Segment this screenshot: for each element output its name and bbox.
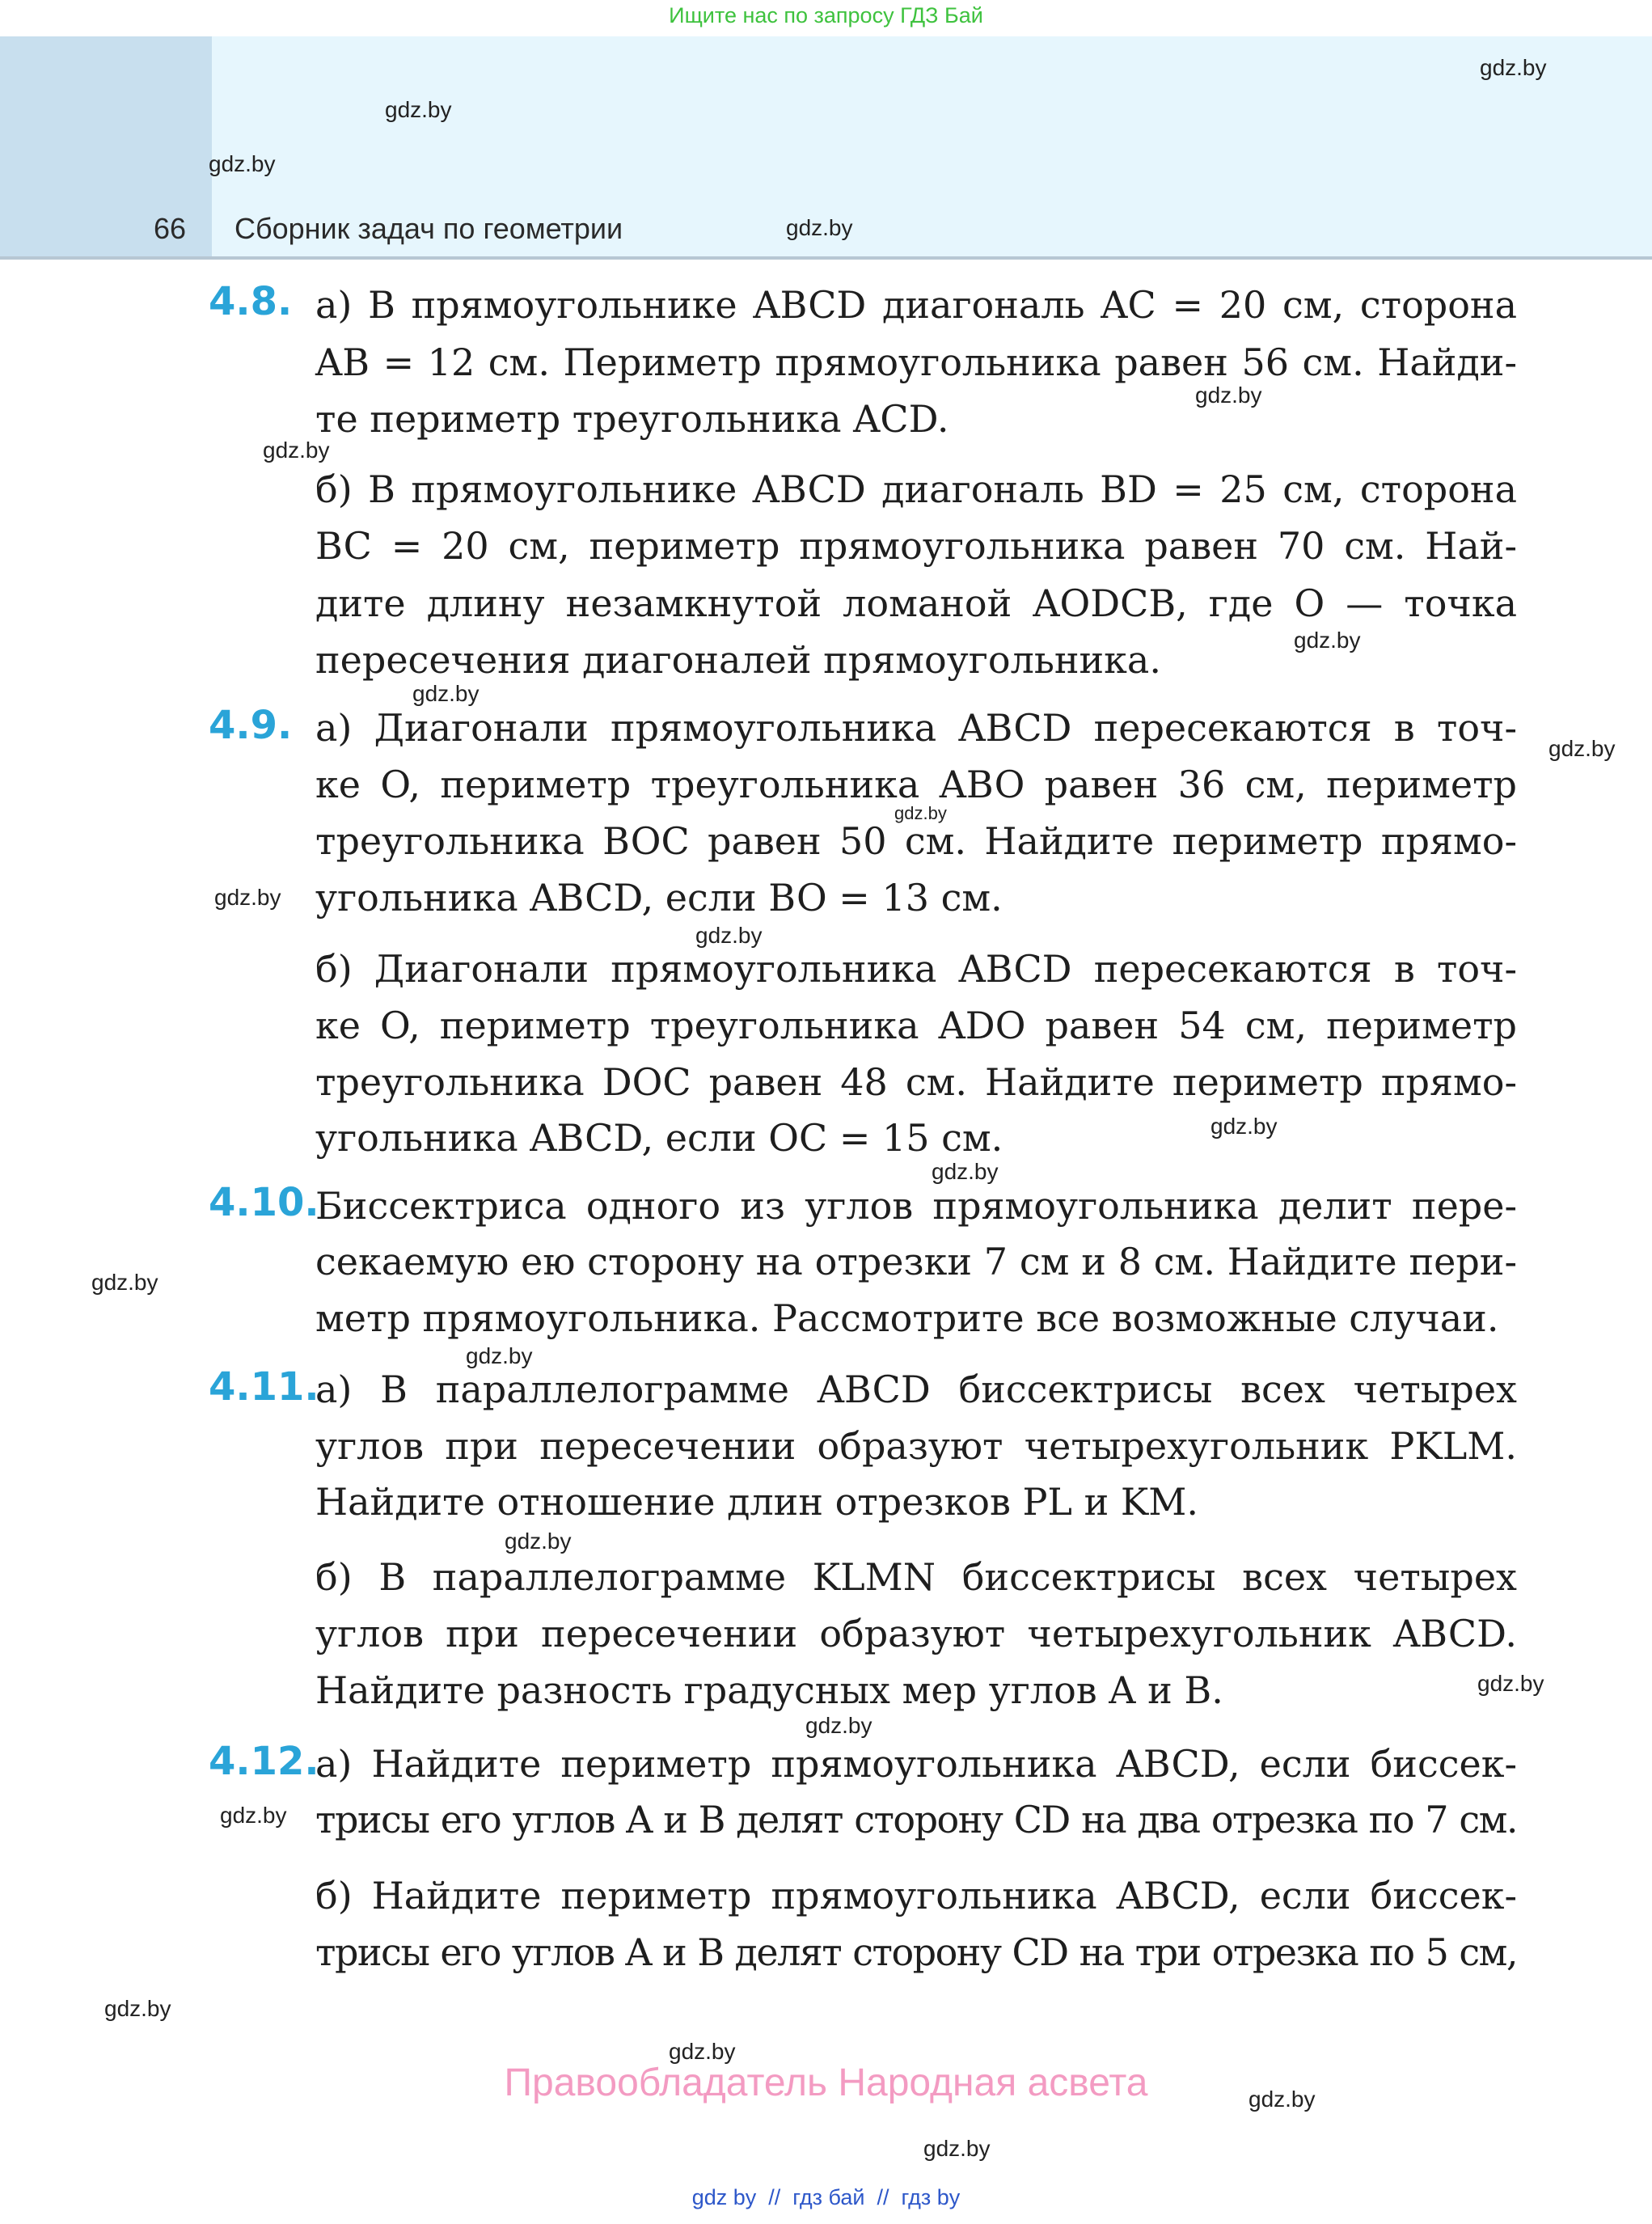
text-line: б) В параллелограмме KLMN биссектрисы всех четырех xyxy=(315,1555,1517,1599)
text-line: трисы его углов A и B делят сторону CD на три отрезка по 5 см, xyxy=(315,1930,1517,1974)
text-line: метр прямоугольника. Рассмотрите все возможные случаи. xyxy=(315,1296,1499,1340)
text-line: ке O, периметр треугольника ABO равен 36 см, периметр xyxy=(315,763,1517,806)
text-line: дите длину незамкнутой ломаной AODCB, где O — точка xyxy=(315,581,1517,625)
watermark: gdz.by xyxy=(695,923,763,948)
watermark: gdz.by xyxy=(209,151,276,176)
watermark: gdz.by xyxy=(412,681,480,706)
text-line: б) В прямоугольнике ABCD диагональ BD = 25 см, сторона xyxy=(315,467,1517,511)
text-line: трисы его углов A и B делят сторону CD на два отрезка по 7 см. xyxy=(315,1798,1517,1841)
text-line: б) Найдите периметр прямоугольника ABCD, если биссек- xyxy=(315,1874,1517,1917)
text-line: AB = 12 см. Периметр прямоугольника равен 56 см. Найди- xyxy=(315,340,1517,384)
text-line: треугольника BOC равен 50 см. Найдите периметр прямо- xyxy=(315,819,1517,863)
rights-holder-notice: Правообладатель Народная асвета xyxy=(504,2061,1148,2104)
watermark: gdz.by xyxy=(214,885,281,910)
text-line: углов при пересечении образуют четырехугольник PKLM. xyxy=(315,1424,1517,1468)
text-line: Биссектриса одного из углов прямоугольника делит пере- xyxy=(315,1184,1517,1228)
text-line: Найдите отношение длин отрезков PL и KM. xyxy=(315,1480,1198,1524)
watermark: gdz.by xyxy=(466,1343,533,1368)
text-line: ке O, периметр треугольника ADO равен 54 см, периметр xyxy=(315,1004,1517,1047)
problem-number: 4.9. xyxy=(209,703,293,748)
problem-number: 4.11. xyxy=(209,1364,319,1410)
text-line: Найдите разность градусных мер углов A и B. xyxy=(315,1668,1223,1712)
watermark: gdz.by xyxy=(220,1803,287,1828)
watermark: gdz.by xyxy=(385,97,452,122)
watermark: gdz.by xyxy=(786,215,853,240)
watermark: gdz.by xyxy=(805,1713,872,1738)
watermark: gdz.by xyxy=(669,2039,736,2064)
watermark: gdz.by xyxy=(923,2136,991,2161)
top-banner[interactable]: Ищите нас по запросу ГДЗ Бай xyxy=(669,3,983,27)
text-line: пересечения диагоналей прямоугольника. xyxy=(315,638,1161,682)
page-number: 66 xyxy=(154,212,187,245)
text-line: секаемую ею сторону на отрезки 7 см и 8 см. Найдите пери- xyxy=(315,1240,1517,1283)
watermark: gdz.by xyxy=(1548,736,1616,761)
watermark: gdz.by xyxy=(505,1528,572,1554)
watermark: gdz.by xyxy=(1210,1114,1278,1139)
problem-number: 4.12. xyxy=(209,1739,319,1784)
header-divider xyxy=(0,256,1652,260)
text-line: а) Найдите периметр прямоугольника ABCD, если биссек- xyxy=(315,1742,1517,1786)
footer-links[interactable]: gdz by // гдз бай // гдз by xyxy=(691,2185,961,2209)
running-title: Сборник задач по геометрии xyxy=(234,212,623,245)
watermark: gdz.by xyxy=(1249,2087,1316,2112)
text-line: угольника ABCD, если BO = 13 см. xyxy=(315,876,1003,920)
watermark: gdz.by xyxy=(1195,383,1262,408)
watermark: gdz.by xyxy=(104,1996,171,2021)
text-line: б) Диагонали прямоугольника ABCD пересекаются в точ- xyxy=(315,947,1517,991)
text-line: а) В прямоугольнике ABCD диагональ AC = 20 см, сторона xyxy=(315,283,1517,327)
text-line: а) В параллелограмме ABCD биссектрисы всех четырех xyxy=(315,1368,1517,1411)
watermark: gdz.by xyxy=(1294,628,1361,653)
problem-number: 4.8. xyxy=(209,279,293,324)
text-line: а) Диагонали прямоугольника ABCD пересекаются в точ- xyxy=(315,706,1517,750)
problem-number: 4.10. xyxy=(209,1180,319,1225)
watermark: gdz.by xyxy=(263,438,330,463)
text-line: те периметр треугольника ACD. xyxy=(315,397,949,441)
watermark: gdz.by xyxy=(932,1159,999,1184)
text-line: треугольника DOC равен 48 см. Найдите периметр прямо- xyxy=(315,1060,1517,1104)
watermark: gdz.by xyxy=(1480,55,1547,80)
watermark: gdz.by xyxy=(894,803,947,823)
text-line: BC = 20 см, периметр прямоугольника равен 70 см. Най- xyxy=(315,524,1517,568)
watermark: gdz.by xyxy=(91,1270,158,1295)
text-line: угольника ABCD, если OC = 15 см. xyxy=(315,1116,1003,1160)
watermark: gdz.by xyxy=(1477,1671,1544,1696)
text-line: углов при пересечении образуют четырехугольник ABCD. xyxy=(315,1612,1517,1655)
